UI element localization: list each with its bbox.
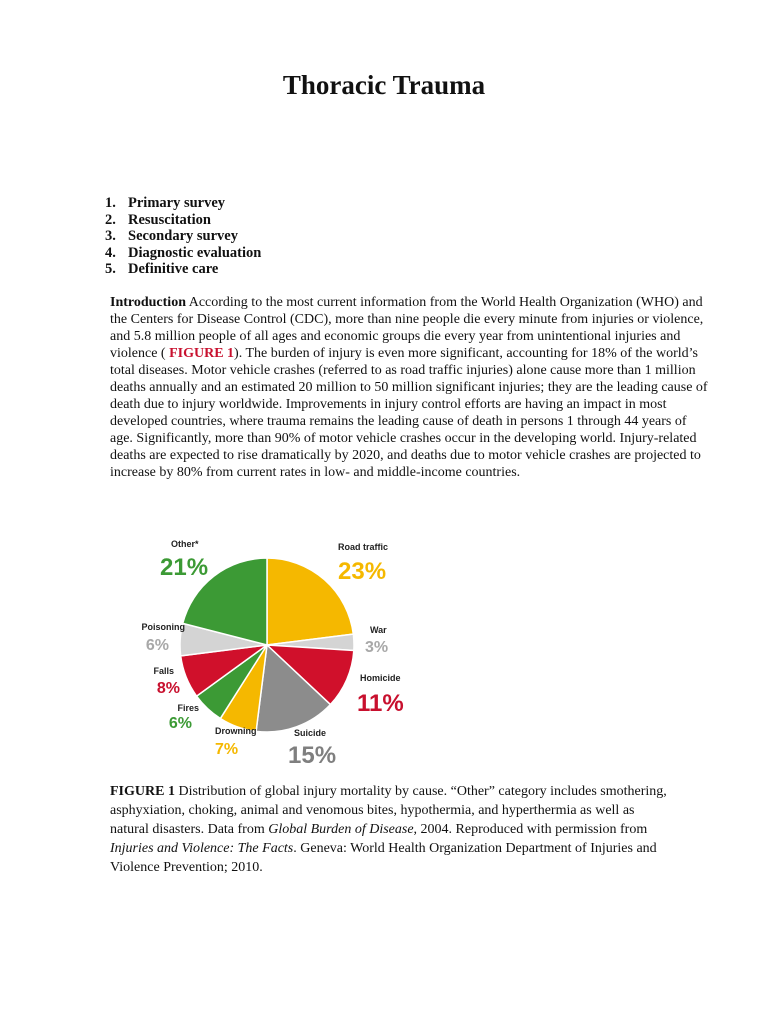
slice-value-suicide: 15% bbox=[288, 742, 337, 769]
list-item bbox=[105, 212, 261, 229]
list-number: 4. bbox=[105, 244, 116, 261]
list-item bbox=[105, 245, 261, 262]
intro-lead: Introduction bbox=[110, 295, 186, 310]
caption-text-3: . Geneva: World Health Organization Department of Injuries and Violence Prevention; 2010. bbox=[110, 841, 657, 875]
slice-name-war: War bbox=[370, 625, 387, 635]
list-label: Primary survey bbox=[128, 195, 226, 211]
slice-name-drowning: Drowning bbox=[215, 726, 257, 736]
slice-value-poisoning: 6% bbox=[145, 637, 169, 654]
list-item bbox=[105, 261, 261, 278]
slice-value-fires: 6% bbox=[168, 715, 192, 732]
pie-chart-svg bbox=[125, 528, 425, 773]
list-number: 1. bbox=[105, 195, 116, 211]
slice-value-road-traffic: 23% bbox=[338, 558, 387, 585]
caption-text-1: Distribution of global injury mortality by cause. “Other” category includes smothering, asphyxiation, choking, animal and venomous bites, hypothermia, and hyperthermia as well as natural disasters. Data from bbox=[110, 784, 667, 837]
slice-name-homicide: Homicide bbox=[360, 673, 401, 683]
slice-name-road-traffic: Road traffic bbox=[338, 542, 389, 552]
page-title: Thoracic Trauma bbox=[282, 70, 486, 100]
injury-mortality-pie-chart bbox=[125, 528, 425, 773]
slice-name-falls: Falls bbox=[153, 666, 174, 676]
slice-value-falls: 8% bbox=[156, 680, 180, 697]
pie-slices bbox=[180, 558, 354, 732]
slice-name-suicide: Suicide bbox=[294, 728, 327, 738]
intro-paragraph bbox=[110, 294, 710, 481]
list-label: Diagnostic evaluation bbox=[128, 244, 262, 261]
caption-label: FIGURE 1 bbox=[110, 784, 175, 799]
list-item bbox=[105, 195, 261, 212]
figure-reference-link[interactable]: FIGURE 1 bbox=[169, 346, 235, 361]
list-number: 5. bbox=[105, 261, 116, 278]
list-number: 3. bbox=[105, 228, 116, 245]
slice-value-other: 21% bbox=[160, 554, 209, 581]
trauma-steps-list bbox=[105, 195, 261, 278]
list-label: Secondary survey bbox=[128, 228, 238, 245]
list-item bbox=[105, 228, 261, 245]
caption-book-title: Injuries and Violence: The Facts bbox=[110, 841, 294, 856]
slice-value-drowning: 7% bbox=[215, 741, 239, 758]
intro-text-after: ). The burden of injury is even more significant, accounting for 18% of the world’s total diseases. Motor vehicle crashes (referred to as road traffic injuries) alone cause more than 1 million deaths annually and an estimated 20 million to 50 million significant injuries; they are the leading cause of death due to injury worldwide. Improvements in injury control efforts are having an impact in most developed countries, where trauma remains the leading cause of death in persons 1 through 44 years of age. Significantly, more than 90% of motor vehicle crashes occur in the developing world. Injury-related deaths are expected to rise dramatically by 2020, and deaths due to motor vehicle crashes are projected to increase by 80% from current rates in low- and middle-income countries. bbox=[110, 346, 708, 480]
slice-value-homicide: 11% bbox=[357, 690, 404, 717]
slice-name-other: Other* bbox=[171, 539, 199, 549]
slice-name-poisoning: Poisoning bbox=[141, 622, 185, 632]
slice-value-war: 3% bbox=[365, 639, 389, 656]
caption-text-2: , 2004. Reproduced with permission from bbox=[413, 822, 648, 837]
slice-name-fires: Fires bbox=[177, 703, 199, 713]
list-number: 2. bbox=[105, 211, 116, 228]
caption-source-title: Global Burden of Disease bbox=[268, 822, 414, 837]
list-label: Resuscitation bbox=[128, 211, 211, 228]
figure-caption bbox=[110, 782, 670, 877]
intro-text-before: According to the most current information from the World Health Organization (WHO) and the Centers for Disease Control (CDC), more than nine people die every minute from injuries or violence, and 5.8 million people of all ages and economic groups die every year from unintentional injuries and violence ( bbox=[110, 295, 704, 361]
list-label: Definitive care bbox=[128, 261, 219, 278]
